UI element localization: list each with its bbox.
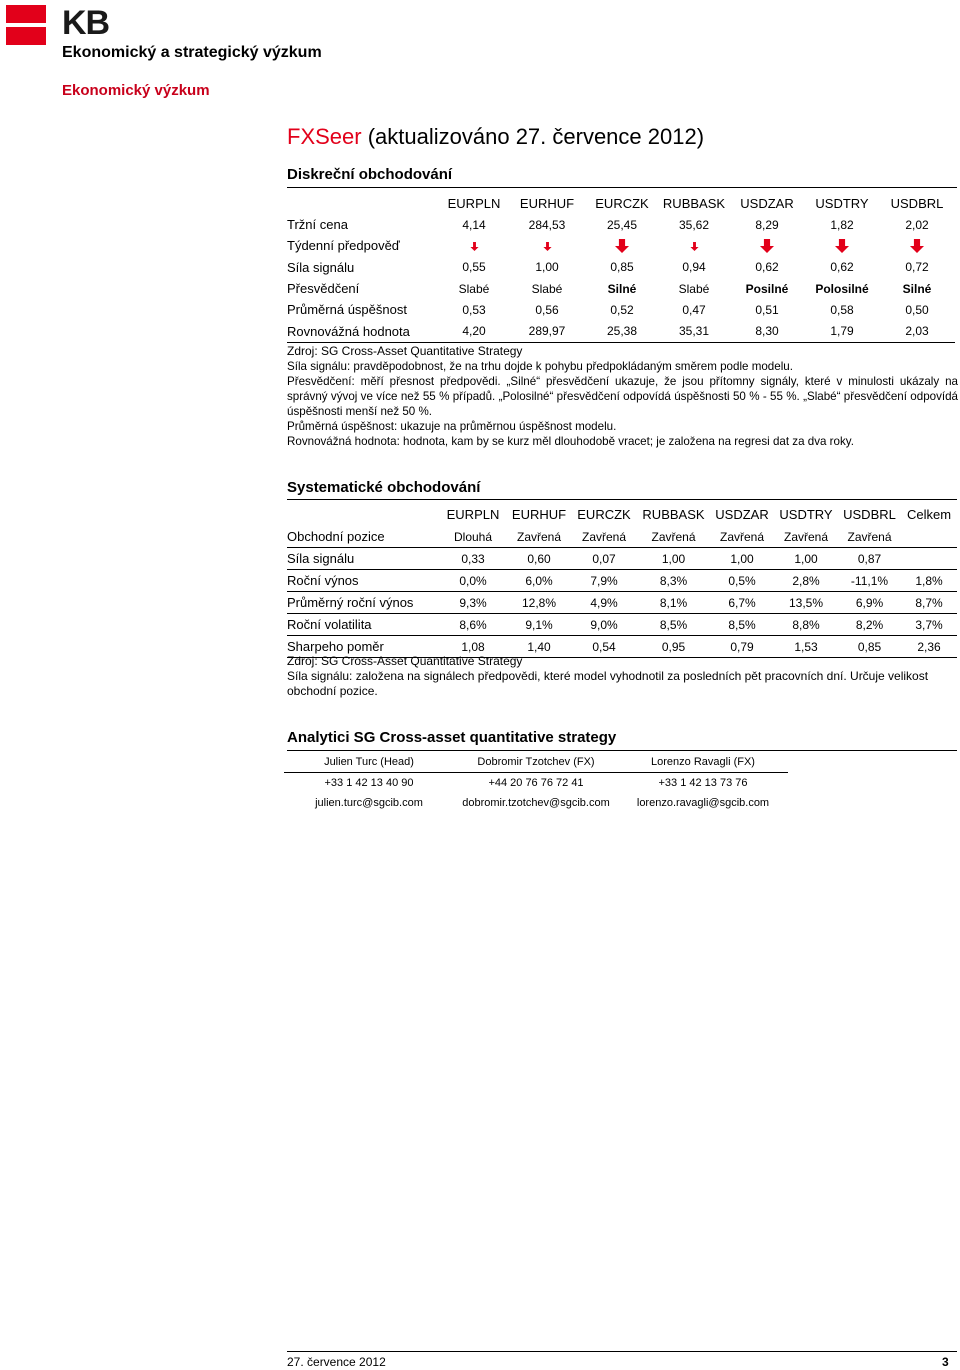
row-label: Rovnovážná hodnota: [287, 320, 439, 342]
cell: Slabé: [458, 281, 490, 296]
analyst-email: dobromir.tzotchev@sgcib.com: [462, 797, 610, 809]
cell: 1,53: [774, 636, 838, 658]
systematic-row: [287, 614, 957, 636]
down-arrow-icon: [835, 239, 849, 253]
row-label: Přesvědčení: [287, 281, 360, 297]
cell: 0,85: [610, 260, 634, 275]
cell: 8,3%: [637, 570, 710, 592]
kb-logo-square: [6, 5, 46, 45]
down-arrow-icon: [910, 239, 924, 253]
col-header: RUBBASK: [662, 195, 726, 211]
row-label: Síla signálu: [287, 548, 439, 570]
cell: 2,02: [905, 217, 929, 232]
cell: 0,62: [830, 260, 854, 275]
analyst-phone: +33 1 42 13 73 76: [658, 777, 748, 789]
col-header: Celkem: [906, 506, 952, 522]
cell: 0,85: [838, 636, 901, 658]
cell: 0,54: [571, 636, 637, 658]
analyst-phone: +44 20 76 76 72 41: [488, 777, 584, 789]
logo-bar: [6, 23, 46, 27]
cell: 13,5%: [774, 592, 838, 614]
systematic-header-row: [287, 502, 957, 526]
cell: 12,8%: [507, 592, 571, 614]
source-note: Zdroj: SG Cross-Asset Quantitative Strategy: [287, 344, 523, 358]
cell: [901, 526, 957, 548]
discrete-table: [287, 192, 955, 343]
footer-date: 27. července 2012: [287, 1355, 386, 1369]
page-number: 3: [942, 1355, 949, 1369]
col-header: USDBRL: [843, 506, 896, 522]
note-equilibrium: Rovnovážná hodnota: hodnota, kam by se kurz měl dlouhodobě vracet; je založena na regresi dat za dva roky.: [287, 435, 854, 448]
cell: 8,7%: [901, 592, 957, 614]
analyst-name: Dobromir Tzotchev (FX): [451, 752, 621, 773]
discrete-section-title: Diskreční obchodování: [287, 166, 453, 183]
cell: 1,79: [805, 320, 879, 342]
col-header: EURPLN: [446, 506, 500, 522]
cell: 1,00: [535, 260, 559, 275]
cell: -11,1%: [838, 570, 901, 592]
down-arrow-icon: [690, 241, 699, 252]
cell: 0,72: [905, 260, 929, 275]
note-success: Průměrná úspěšnost: ukazuje na průměrnou úspěšnost modelu.: [287, 420, 617, 433]
cell: 0,53: [462, 302, 486, 317]
analyst-email: lorenzo.ravagli@sgcib.com: [636, 797, 770, 809]
down-arrow-icon: [760, 239, 774, 253]
cell: 8,30: [729, 320, 805, 342]
cell: 0,56: [535, 302, 559, 317]
cell: 284,53: [528, 217, 566, 232]
row-label: Obchodní pozice: [287, 526, 439, 548]
cell: 0,60: [507, 548, 571, 570]
down-arrow-icon: [543, 241, 552, 252]
subdepartment-title: Ekonomický výzkum: [62, 82, 210, 99]
analysts-title-rule: [287, 750, 957, 751]
col-header: RUBBASK: [642, 506, 705, 522]
down-arrow-icon: [615, 239, 629, 253]
row-conviction: [287, 278, 955, 299]
cell: Polosilné: [815, 281, 869, 296]
cell: 8,2%: [838, 614, 901, 636]
analysts-section-title: Analytici SG Cross-asset quantitative strategy: [287, 729, 617, 746]
discrete-header-row: [287, 192, 955, 214]
analyst-name: Julien Turc (Head): [284, 752, 454, 773]
cell: 0,0%: [439, 570, 507, 592]
cell: 1,40: [507, 636, 571, 658]
cell: 9,1%: [507, 614, 571, 636]
department-title: Ekonomický a strategický výzkum: [62, 44, 322, 61]
cell: Zavřená: [838, 526, 901, 548]
systematic-row: [287, 592, 957, 614]
cell: Dlouhá: [439, 526, 507, 548]
note-signal: Síla signálu: pravděpodobnost, že na trhu dojde k pohybu předpokládaným směrem podle modelu.: [287, 360, 793, 373]
col-header: USDZAR: [715, 506, 769, 522]
cell: 0,79: [710, 636, 774, 658]
systematic-table: [287, 502, 957, 658]
cell: Slabé: [531, 281, 563, 296]
cell: 0,50: [905, 302, 929, 317]
cell: 8,6%: [439, 614, 507, 636]
cell: 6,0%: [507, 570, 571, 592]
row-equilibrium: [287, 320, 955, 342]
cell: 4,9%: [571, 592, 637, 614]
forecast-arrow-cell: [729, 235, 805, 256]
cell: 9,0%: [571, 614, 637, 636]
title-brand: FXSeer: [287, 124, 362, 149]
discrete-title-rule: [287, 187, 957, 188]
analyst-card: [618, 752, 788, 813]
cell: 6,7%: [710, 592, 774, 614]
systematic-row: [287, 526, 957, 548]
row-label: Síla signálu: [287, 259, 355, 275]
row-label: Roční volatilita: [287, 614, 439, 636]
cell: 2,03: [879, 320, 955, 342]
cell: 8,1%: [637, 592, 710, 614]
col-header: USDZAR: [740, 195, 794, 211]
cell: 8,5%: [637, 614, 710, 636]
cell: 4,20: [439, 320, 509, 342]
cell: Zavřená: [637, 526, 710, 548]
down-arrow-icon: [470, 241, 479, 252]
cell: 0,5%: [710, 570, 774, 592]
cell: 0,94: [682, 260, 706, 275]
forecast-arrow-cell: [585, 235, 659, 256]
cell: 9,3%: [439, 592, 507, 614]
systematic-row: [287, 548, 957, 570]
row-label: Sharpeho poměr: [287, 636, 439, 658]
cell: 1,8%: [901, 570, 957, 592]
cell: [901, 548, 957, 570]
row-label: Týdenní předpověď: [287, 238, 400, 254]
cell: Zavřená: [774, 526, 838, 548]
col-header: EURHUF: [511, 506, 567, 522]
analyst-card: [451, 752, 621, 813]
cell: 1,00: [710, 548, 774, 570]
analyst-card: [284, 752, 454, 813]
cell: 35,31: [659, 320, 729, 342]
cell: 0,07: [571, 548, 637, 570]
row-label: Roční výnos: [287, 570, 439, 592]
cell: 25,45: [606, 217, 638, 232]
cell: 289,97: [509, 320, 585, 342]
cell: Silné: [607, 281, 637, 296]
forecast-arrow-cell: [509, 235, 585, 256]
cell: 0,52: [610, 302, 634, 317]
analyst-name: Lorenzo Ravagli (FX): [618, 752, 788, 773]
cell: Zavřená: [507, 526, 571, 548]
col-header: EURPLN: [447, 195, 501, 211]
row-weekly-forecast: [287, 235, 955, 256]
note-conviction: Přesvědčení: měří přesnost předpovědi. „Silné“ přesvědčení ukazuje, že jsou přítomny signály, které v minulosti ukázaly na správný vývoj ve více než 55 % případů. „Polosilné“ přesvědčení odpovídá úspěšnosti 50 % - 55 %. „Slabé“ přesvědčení odpovídá úspěšnosti menší než 50 %.: [287, 375, 958, 418]
source-note: Zdroj: SG Cross-Asset Quantitative Strategy: [287, 654, 523, 668]
cell: Silné: [902, 281, 932, 296]
cell: 0,55: [462, 260, 486, 275]
forecast-arrow-cell: [659, 235, 729, 256]
row-label: Tržní cena: [287, 217, 348, 233]
forecast-arrow-cell: [439, 235, 509, 256]
footer-rule: [287, 1351, 957, 1352]
cell: 0,95: [637, 636, 710, 658]
header-empty: [287, 192, 439, 214]
forecast-arrow-cell: [805, 235, 879, 256]
cell: 0,87: [838, 548, 901, 570]
cell: Posilné: [745, 281, 789, 296]
row-label: Průměrná úspěšnost: [287, 302, 407, 318]
col-header: EURCZK: [577, 506, 631, 522]
col-header: USDBRL: [890, 195, 944, 211]
systematic-section-title: Systematické obchodování: [287, 479, 481, 496]
cell: 1,00: [637, 548, 710, 570]
logo-text: KB: [62, 4, 110, 42]
cell: 8,8%: [774, 614, 838, 636]
cell: 0,47: [682, 302, 706, 317]
cell: 1,00: [774, 548, 838, 570]
row-avg-success: [287, 299, 955, 320]
cell: 1,08: [439, 636, 507, 658]
cell: 6,9%: [838, 592, 901, 614]
systematic-title-rule: [287, 499, 957, 500]
analyst-email: julien.turc@sgcib.com: [315, 797, 423, 809]
cell: 2,8%: [774, 570, 838, 592]
cell: 3,7%: [901, 614, 957, 636]
cell: 8,29: [755, 217, 779, 232]
note-signal: Síla signálu: založena na signálech předpovědi, které model vyhodnotil za posledních pět pracovních dní. Určuje velikost obchodní pozice.: [287, 669, 929, 698]
cell: Zavřená: [571, 526, 637, 548]
cell: 0,62: [755, 260, 779, 275]
cell: 35,62: [678, 217, 710, 232]
cell: Zavřená: [710, 526, 774, 548]
title-rest: (aktualizováno 27. července 2012): [367, 124, 705, 149]
col-header: EURCZK: [595, 195, 649, 211]
col-header: EURHUF: [519, 195, 575, 211]
analyst-phone: +33 1 42 13 40 90: [324, 777, 414, 789]
cell: 0,51: [755, 302, 779, 317]
cell: 4,14: [462, 217, 486, 232]
cell: Slabé: [678, 281, 710, 296]
row-market-price: [287, 214, 955, 235]
systematic-body: [287, 526, 957, 658]
cell: 2,36: [901, 636, 957, 658]
systematic-notes: [287, 654, 958, 699]
forecast-arrow-cell: [879, 235, 955, 256]
cell: 0,33: [439, 548, 507, 570]
header-empty: [287, 502, 439, 526]
document-title: [287, 124, 704, 150]
col-header: USDTRY: [779, 506, 833, 522]
discrete-notes: [287, 344, 958, 449]
cell: 1,82: [830, 217, 854, 232]
row-signal-strength: [287, 257, 955, 278]
cell: 0,58: [830, 302, 854, 317]
row-label: Průměrný roční výnos: [287, 592, 439, 614]
cell: 25,38: [585, 320, 659, 342]
cell: 7,9%: [571, 570, 637, 592]
systematic-row: [287, 570, 957, 592]
col-header: USDTRY: [815, 195, 869, 211]
cell: 8,5%: [710, 614, 774, 636]
